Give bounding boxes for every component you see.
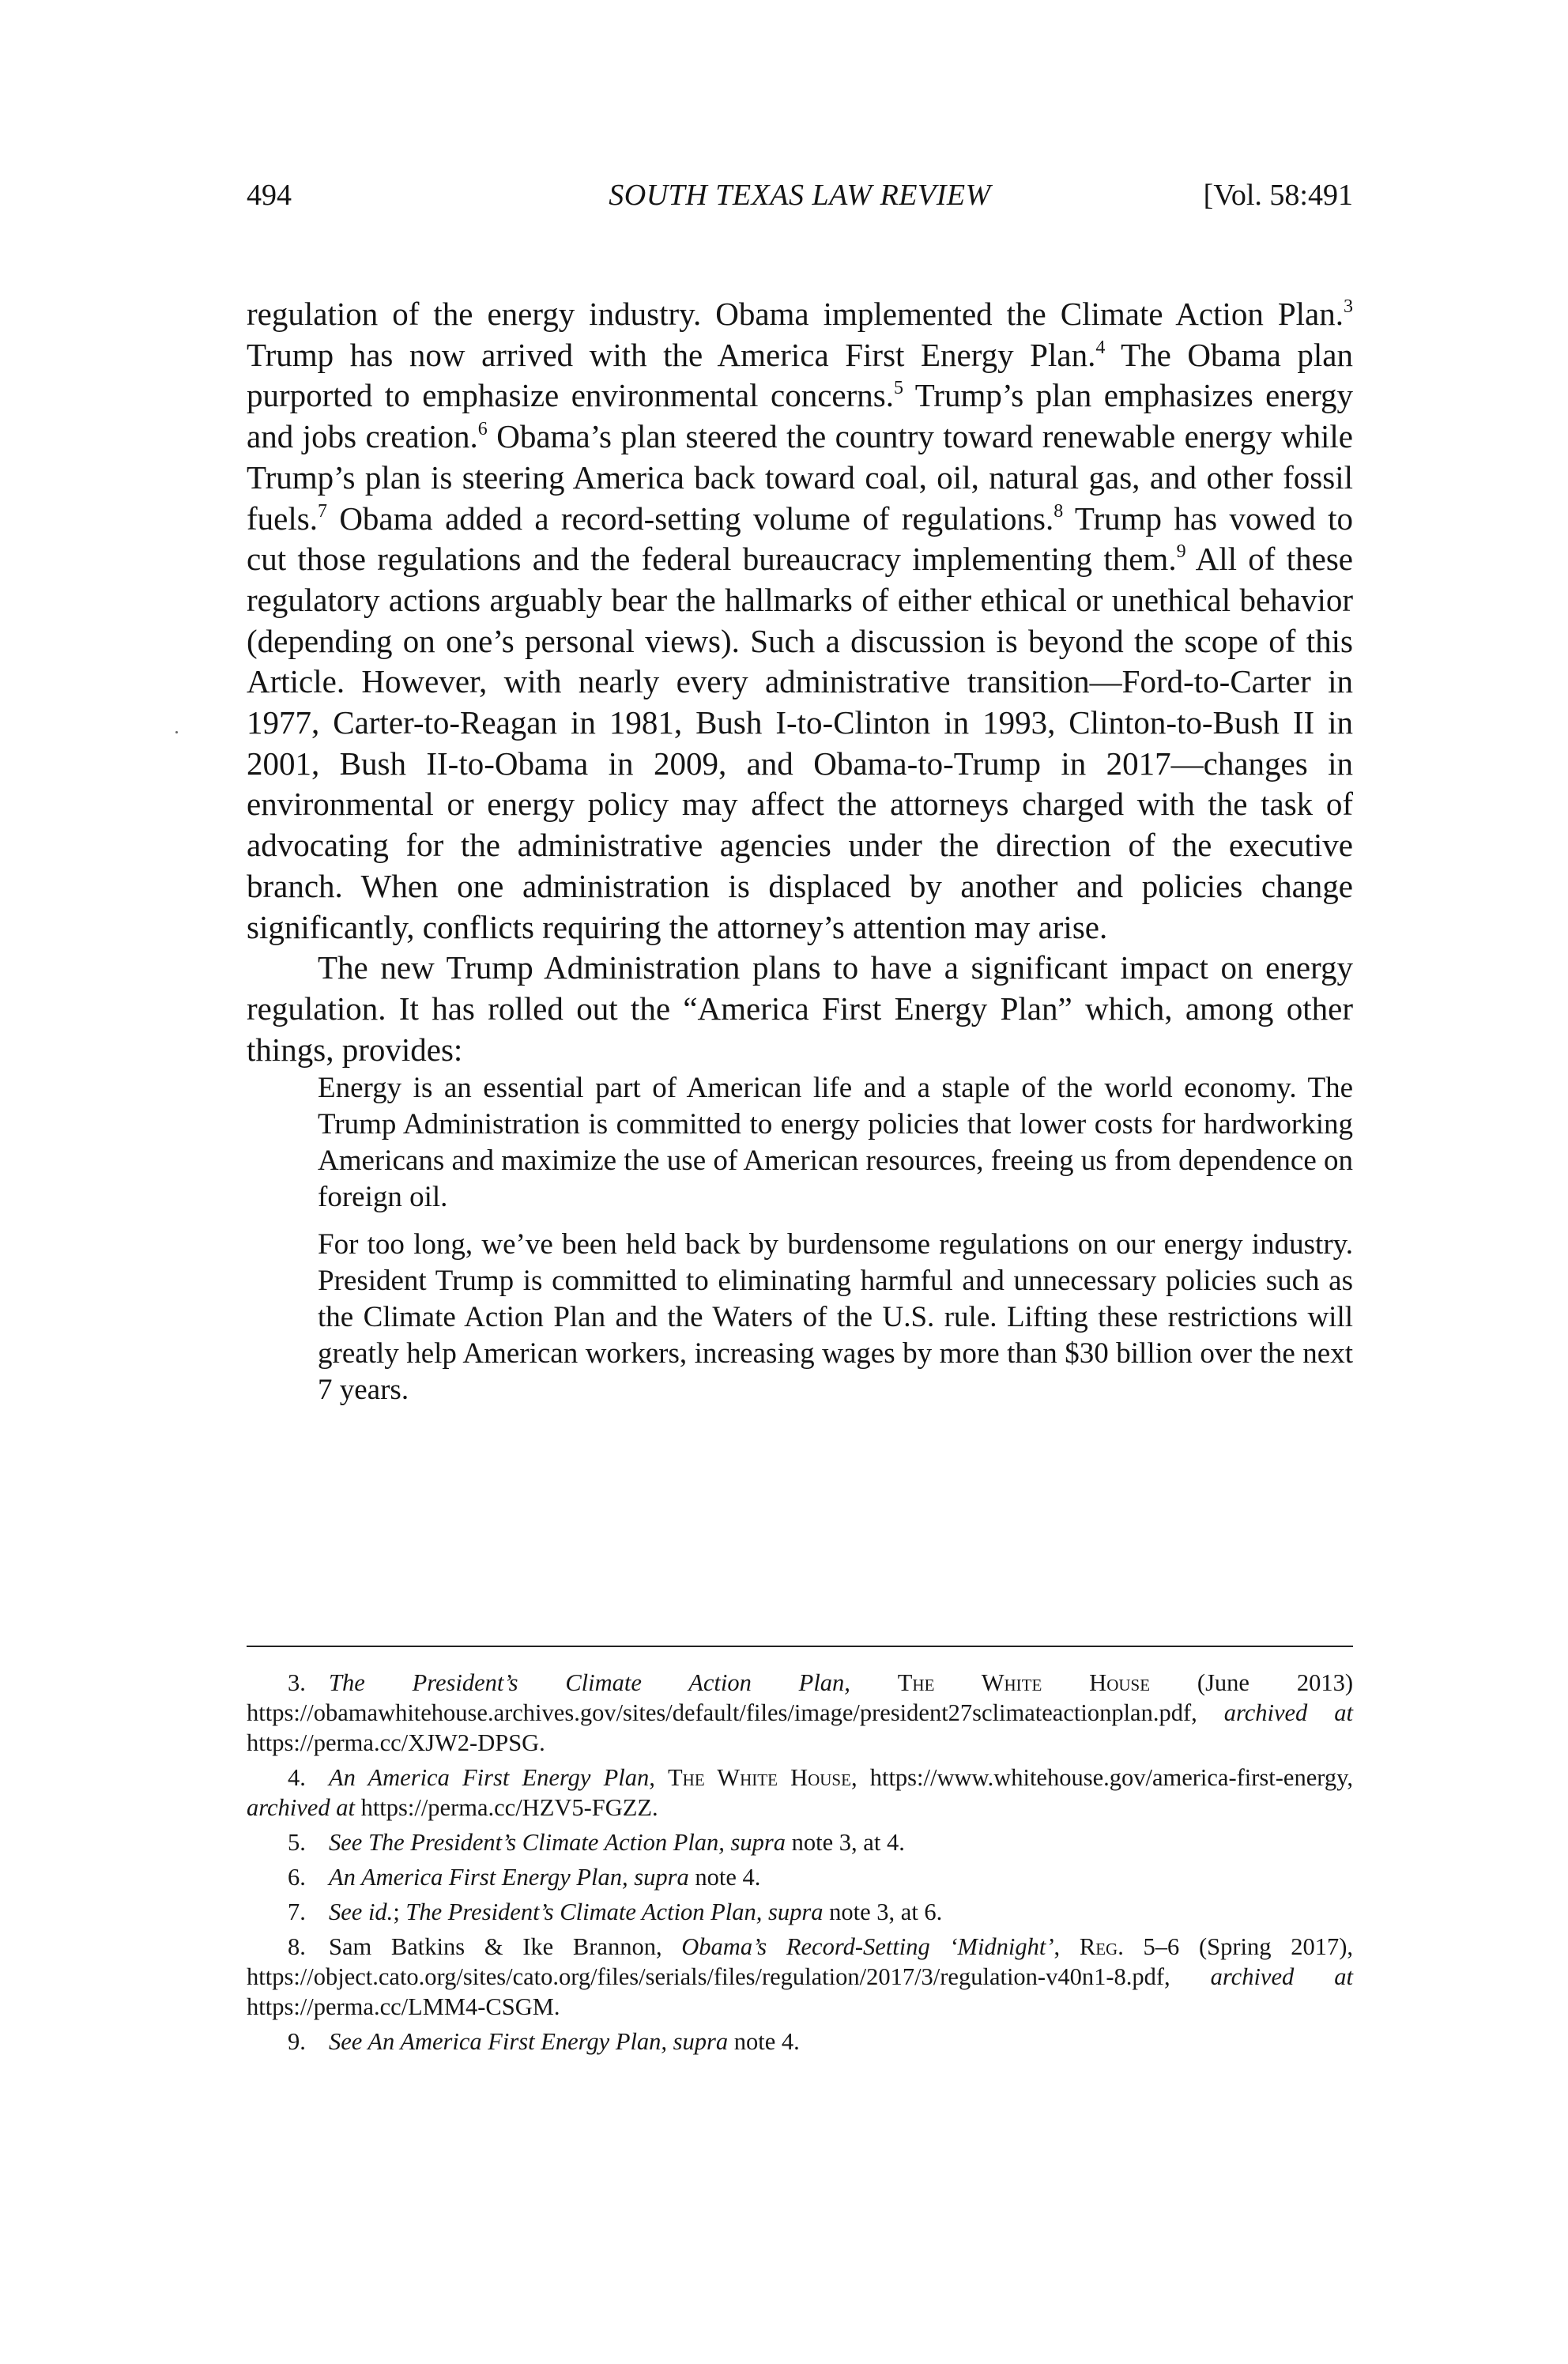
- footnote-source: The White House: [897, 1669, 1151, 1696]
- journal-title: SOUTH TEXAS LAW REVIEW: [609, 179, 991, 212]
- footnote-source: Reg.: [1079, 1933, 1124, 1960]
- footnote-archived-url: https://perma.cc/XJW2-DPSG.: [247, 1729, 545, 1756]
- footnote-archived-url: https://perma.cc/HZV5-FGZZ.: [354, 1794, 658, 1821]
- footnote-ref-3: 3: [1344, 296, 1353, 317]
- footnote-title: See The President’s Climate Action Plan, supra: [329, 1829, 786, 1856]
- para1-text-7: Trump has vowed to cut those regulations and the federal bureaucracy implementing them.: [247, 500, 1353, 578]
- footnote-text: note 3, at 4.: [786, 1829, 905, 1856]
- paragraph-2: The new Trump Administration plans to have a significant impact on energy regulation. It has rolled out the “America First Energy Plan” which, among other things, provides:: [247, 949, 1353, 1068]
- paragraph-1: [247, 294, 1353, 948]
- footnote-6: [247, 1862, 1353, 1892]
- footnote-archived-label: archived at: [1210, 1963, 1353, 1990]
- footnote-number: 4.: [288, 1764, 306, 1791]
- footnote-separator: ;: [393, 1898, 406, 1925]
- footnote-text: note 4.: [728, 2028, 800, 2055]
- footnote-ref-4: 4: [1095, 337, 1106, 358]
- footnote-archived-label: archived at: [247, 1794, 355, 1821]
- footnote-text: (June 2013) https://obamawhitehouse.archives.gov/sites/default/files/image/president27sclimateactionplan.pdf,: [247, 1669, 1353, 1726]
- footnote-number: 8.: [288, 1933, 306, 1960]
- footnote-5: [247, 1827, 1353, 1857]
- para1-text-1: regulation of the energy industry. Obama implemented the Climate Action Plan.: [247, 296, 1344, 332]
- running-header: [247, 175, 1353, 223]
- footnote-text: 5–6 (Spring 2017), https://object.cato.org/sites/cato.org/files/serials/files/regulation/2017/3/regulation-v40n1-8.pdf,: [247, 1933, 1353, 1990]
- footnote-text: note 3, at 6.: [823, 1898, 943, 1925]
- footnotes: [247, 1668, 1353, 2061]
- para1-text-4: Trump’s plan emphasizes energy and jobs creation.: [247, 377, 1353, 455]
- footnote-number: 7.: [288, 1898, 306, 1925]
- footnote-text: , https://www.whitehouse.gov/america-first-energy,: [850, 1764, 1353, 1791]
- footnote-title: Obama’s Record-Setting ‘Midnight’: [681, 1933, 1054, 1960]
- footnote-title: The President’s Climate Action Plan, supra: [405, 1898, 824, 1925]
- footnote-9: [247, 2027, 1353, 2057]
- footnote-archived-label: archived at: [1223, 1699, 1353, 1726]
- footnote-number: 3.: [288, 1669, 306, 1696]
- para1-text-5: Obama’s plan steered the country toward renewable energy while Trump’s plan is steering America back toward coal, oil, natural gas, and other fossil fuels.: [247, 418, 1353, 537]
- footnote-number: 6.: [288, 1864, 306, 1891]
- footnote-text: note 4.: [688, 1864, 761, 1891]
- footnote-number: 9.: [288, 2028, 306, 2055]
- footnote-archived-url: https://perma.cc/LMM4-CSGM.: [247, 1993, 560, 2020]
- footnote-divider: [247, 1646, 1353, 1647]
- footnote-title: See An America First Energy Plan, supra: [329, 2028, 729, 2055]
- main-text: [247, 294, 1353, 1408]
- para1-text-3: The Obama plan purported to emphasize environmental concerns.: [247, 336, 1353, 414]
- footnote-ref-9: 9: [1176, 541, 1186, 563]
- para1-text-8: All of these regulatory actions arguably bear the hallmarks of either ethical or unethical behavior (depending on one’s personal views). Such a discussion is beyond the scope of this Article. However, with nearly every administrative transition—Ford-to-Carter in 1977, Carter-to-Reagan in 1981, Bush I-to-Clinton in 1993, Clinton-to-Bush II in 2001, Bush II-to-Obama in 2009, and Obama-to-Trump in 2017—changes in environmental or energy policy may affect the attorneys charged with the task of advocating for the administrative agencies under the direction of the executive branch. When one administration is displaced by another and policies change significantly, conflicts requiring the attorney’s attention may arise.: [247, 541, 1354, 945]
- footnote-ref-6: 6: [477, 419, 488, 440]
- footnote-number: 5.: [288, 1829, 306, 1856]
- footnote-title: An America First Energy Plan, supra: [329, 1864, 689, 1891]
- volume-citation: [Vol. 58:491: [1203, 179, 1353, 212]
- footnote-ref-8: 8: [1054, 500, 1064, 522]
- footnote-title: The President’s Climate Action Plan,: [329, 1669, 850, 1696]
- footnote-authors: Sam Batkins & Ike Brannon,: [329, 1933, 682, 1960]
- para1-text-6: Obama added a record-setting volume of regulations.: [326, 500, 1054, 537]
- footnote-ref-5: 5: [893, 378, 903, 399]
- page: [247, 0, 1353, 2364]
- footnote-title: An America First Energy Plan,: [329, 1764, 655, 1791]
- footnote-3: [247, 1668, 1353, 1758]
- footnote-7: [247, 1897, 1353, 1927]
- para1-text-2: Trump has now arrived with the America First Energy Plan.: [247, 336, 1096, 373]
- footnote-ref-7: 7: [317, 500, 327, 522]
- footnote-see: See id.: [329, 1898, 394, 1925]
- footnote-4: [247, 1763, 1353, 1823]
- quote-paragraph-1: Energy is an essential part of American life and a staple of the world economy. The Trump Administration is committed to energy policies that lower costs for hardworking Americans and maximize the use of American resources, freeing us from dependence on foreign oil.: [318, 1072, 1353, 1214]
- footnote-8: [247, 1932, 1353, 2022]
- footnote-separator: ,: [1054, 1933, 1080, 1960]
- page-number: 494: [247, 179, 292, 212]
- block-quote: [318, 1070, 1353, 1408]
- footnote-source: The White House: [668, 1764, 851, 1791]
- quote-paragraph-2: For too long, we’ve been held back by burdensome regulations on our energy industry. President Trump is committed to eliminating harmful and unnecessary policies such as the Climate Action Plan and the Waters of the U.S. rule. Lifting these restrictions will greatly help American workers, increasing wages by more than $30 billion over the next 7 years.: [318, 1228, 1353, 1407]
- scan-mark: [175, 731, 178, 733]
